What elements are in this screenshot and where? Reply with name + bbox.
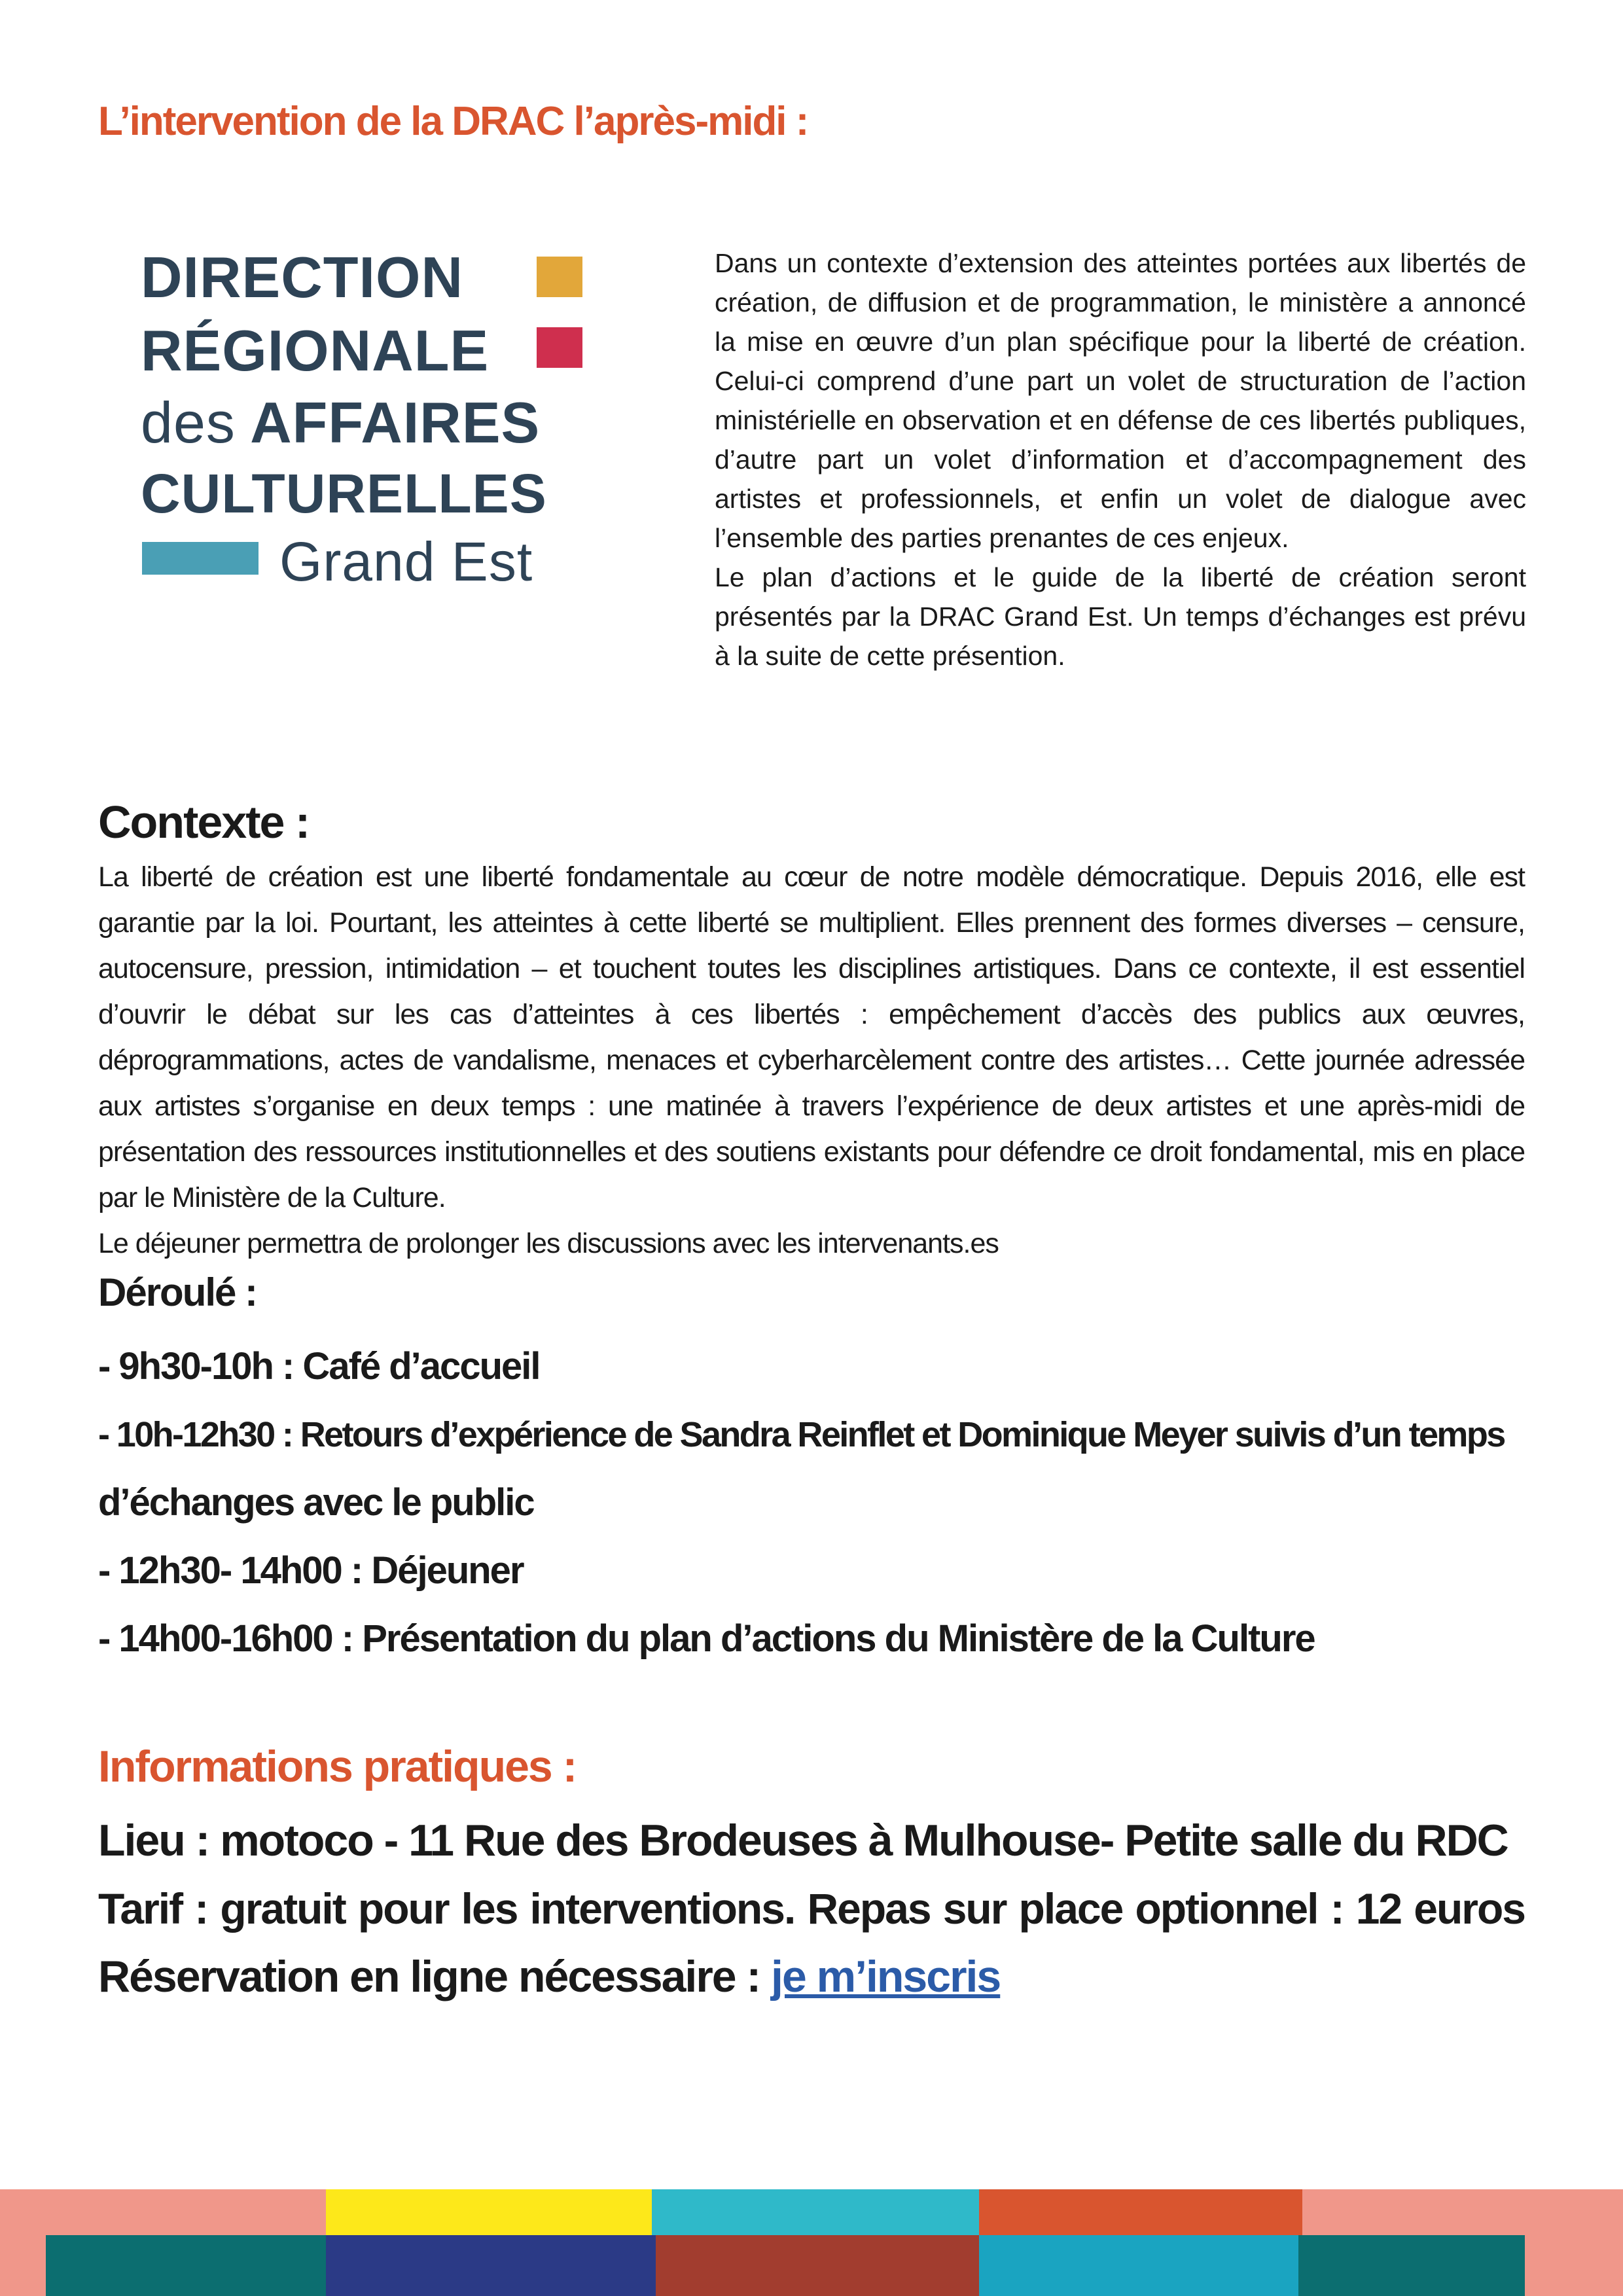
deroule-item: d’échanges avec le public (98, 1481, 534, 1524)
deroule-item: - 14h00-16h00 : Présentation du plan d’actions du Ministère de la Culture (98, 1617, 1315, 1660)
band-top-segment (979, 2189, 1302, 2235)
logo-line-direction: DIRECTION (141, 245, 463, 310)
reservation-label: Réservation en ligne nécessaire : (98, 1952, 772, 2001)
contexte-paragraph: Le déjeuner permettra de prolonger les discussions avec les intervenants.es (98, 1228, 999, 1259)
reservation-line (98, 1943, 1525, 2011)
logo-line-des-affaires (141, 390, 541, 455)
deroule-item: - 12h30- 14h00 : Déjeuner (98, 1549, 524, 1592)
band-bottom-segment (1298, 2235, 1525, 2296)
contexte-text (98, 854, 1525, 1266)
deroule-item: - 9h30-10h : Café d’accueil (98, 1345, 540, 1388)
band-bottom-segment (979, 2235, 1298, 2296)
band-bottom-segment (46, 2235, 326, 2296)
deroule-item: - 10h-12h30 : Retours d’expérience de Sandra Reinflet et Dominique Meyer suivis d’un temps (98, 1415, 1505, 1454)
deroule-title: Déroulé : (98, 1270, 257, 1314)
logo-blue-bar (142, 542, 259, 575)
contexte-paragraph: La liberté de création est une liberté fondamentale au cœur de notre modèle démocratique. Depuis 2016, elle est garantie par la loi. Pourtant, les atteintes à cette liberté se multiplient. Elles prennent des formes diverses – censure, autocensure, pression, intimidation – et touchent toutes les disciplines artistiques. Dans ce contexte, il est essentiel d’ouvrir le débat sur les cas d’atteintes à ces libertés : empêchement d’accès des publics aux œuvres, déprogrammations, actes de vandalisme, menaces et cyberharcèlement contre des artistes… Cette journée adressée aux artistes s’organise en deux temps : une matinée à travers l’expérience de deux artistes et une après-midi de présentation des ressources institutionnelles et des soutiens existants pour défendre ce droit fondamental, mis en place par le Ministère de la Culture. (98, 861, 1525, 1213)
logo-word-des: des (141, 390, 236, 455)
band-top-segment (1302, 2189, 1623, 2235)
band-top-segment (652, 2189, 979, 2235)
logo-word-affaires: AFFAIRES (250, 390, 541, 455)
logo-line-regionale: RÉGIONALE (141, 318, 490, 383)
logo-orange-square (537, 257, 582, 297)
tarif-line: Tarif : gratuit pour les interventions. Repas sur place optionnel : 12 euros (98, 1884, 1525, 1933)
logo-line-culturelles: CULTURELLES (141, 463, 547, 524)
drac-logo (108, 223, 632, 609)
drac-section-title: L’intervention de la DRAC l’après-midi : (98, 99, 808, 144)
drac-paragraph: Le plan d’actions et le guide de la liberté de création seront présentés par la DRAC Grand Est. Un temps d’échanges est prévu à la suite de cette présention. (715, 562, 1526, 671)
lieu-line: Lieu : motoco - 11 Rue des Brodeuses à Mulhouse- Petite salle du RDC (98, 1816, 1508, 1865)
informations-title: Informations pratiques : (98, 1742, 577, 1791)
inscription-link[interactable]: je m’inscris (771, 1952, 1001, 2001)
band-edge (0, 2235, 46, 2296)
drac-paragraph: Dans un contexte d’extension des atteintes portées aux libertés de création, de diffusion et de programmation, le ministère a annoncé la mise en œuvre d’un plan spécifique pour la liberté de création. Celui-ci comprend d’une part un volet de structuration de l’action ministérielle en observation et en défense de ces libertés publiques, d’autre part un volet d’information et d’accompagnement des artistes et professionnels, et enfin un volet de dialogue avec l’ensemble des parties prenantes de ces enjeux. (715, 248, 1526, 553)
drac-description (715, 243, 1526, 675)
contexte-title: Contexte : (98, 797, 310, 848)
logo-red-square (537, 327, 582, 368)
band-top-segment (0, 2189, 326, 2235)
band-top-segment (326, 2189, 652, 2235)
logo-line-grand-est: Grand Est (279, 531, 533, 592)
band-bottom-segment (656, 2235, 979, 2296)
band-edge (1525, 2235, 1623, 2296)
band-bottom-segment (326, 2235, 656, 2296)
